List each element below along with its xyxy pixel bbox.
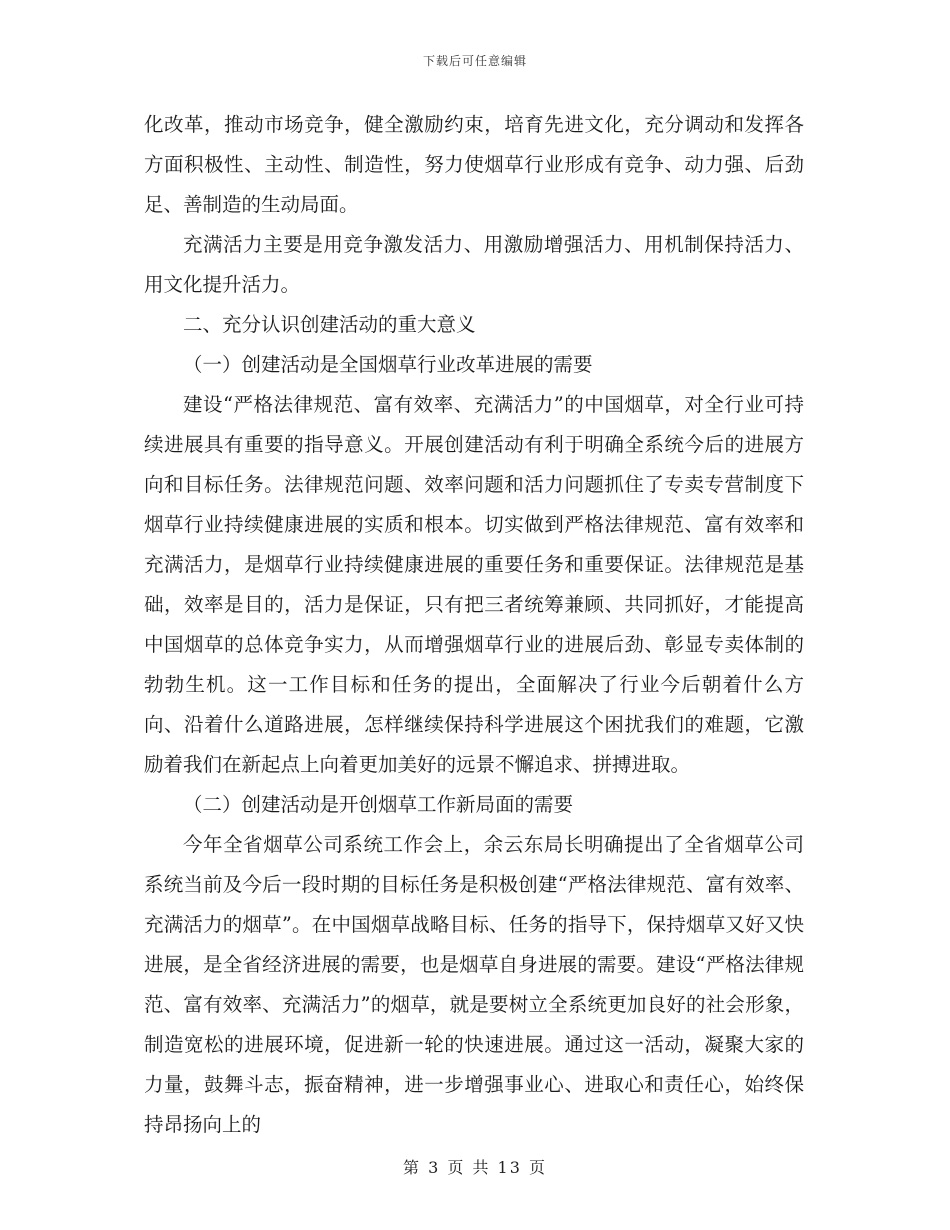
page-footer: 第 3 页 共 13 页 (403, 1158, 547, 1177)
paragraph: 建设“严格法律规范、富有效率、充满活力”的中国烟草，对全行业可持续进展具有重要的指导意义。开展创建活动有利于明确全系统今后的进展方向和目标任务。法律规范问题、效率问题和活力问题抓住了专卖专营制度下烟草行业持续健康进展的实质和根本。切实做到严格法律规范、富有效率和充满活力，是烟草行业持续健康进展的重要任务和重要保证。法律规范是基础，效率是目的，活力是保证，只有把三者统筹兼顾、共同抓好，才能提高中国烟草的总体竞争实力，从而增强烟草行业的进展后劲、彰显专卖体制的勃勃生机。这一工作目标和任务的提出，全面解决了行业今后朝着什么方向、沿着什么道路进展，怎样继续保持科学进展这个困扰我们的难题，它激励着我们在新起点上向着更加美好的远景不懈追求、拼搏进取。 (144, 393, 804, 776)
page-header: 下载后可任意编辑 (422, 54, 527, 68)
section-heading: 二、充分认识创建活动的重大意义 (183, 313, 476, 336)
subsection-heading: （一）创建活动是全国烟草行业改革进展的需要 (183, 353, 593, 376)
document-body (144, 105, 804, 1145)
paragraph: 化改革，推动市场竞争，健全激励约束，培育先进文化，充分调动和发挥各方面积极性、主动性、制造性，努力使烟草行业形成有竞争、动力强、后劲足、善制造的生动局面。 (144, 113, 804, 216)
paragraph: 今年全省烟草公司系统工作会上，余云东局长明确提出了全省烟草公司系统当前及今后一段时期的目标任务是积极创建“严格法律规范、富有效率、充满活力的烟草”。在中国烟草战略目标、任务的指导下，保持烟草又好又快进展，是全省经济进展的需要，也是烟草自身进展的需要。建设“严格法律规范、富有效率、充满活力”的烟草，就是要树立全系统更加良好的社会形象，制造宽松的进展环境，促进新一轮的快速进展。通过这一活动，凝聚大家的力量，鼓舞斗志，振奋精神，进一步增强事业心、进取心和责任心，始终保持昂扬向上的 (144, 833, 804, 1136)
subsection-heading: （二）创建活动是开创烟草工作新局面的需要 (183, 793, 574, 816)
paragraph: 充满活力主要是用竞争激发活力、用激励增强活力、用机制保持活力、用文化提升活力。 (144, 233, 804, 296)
